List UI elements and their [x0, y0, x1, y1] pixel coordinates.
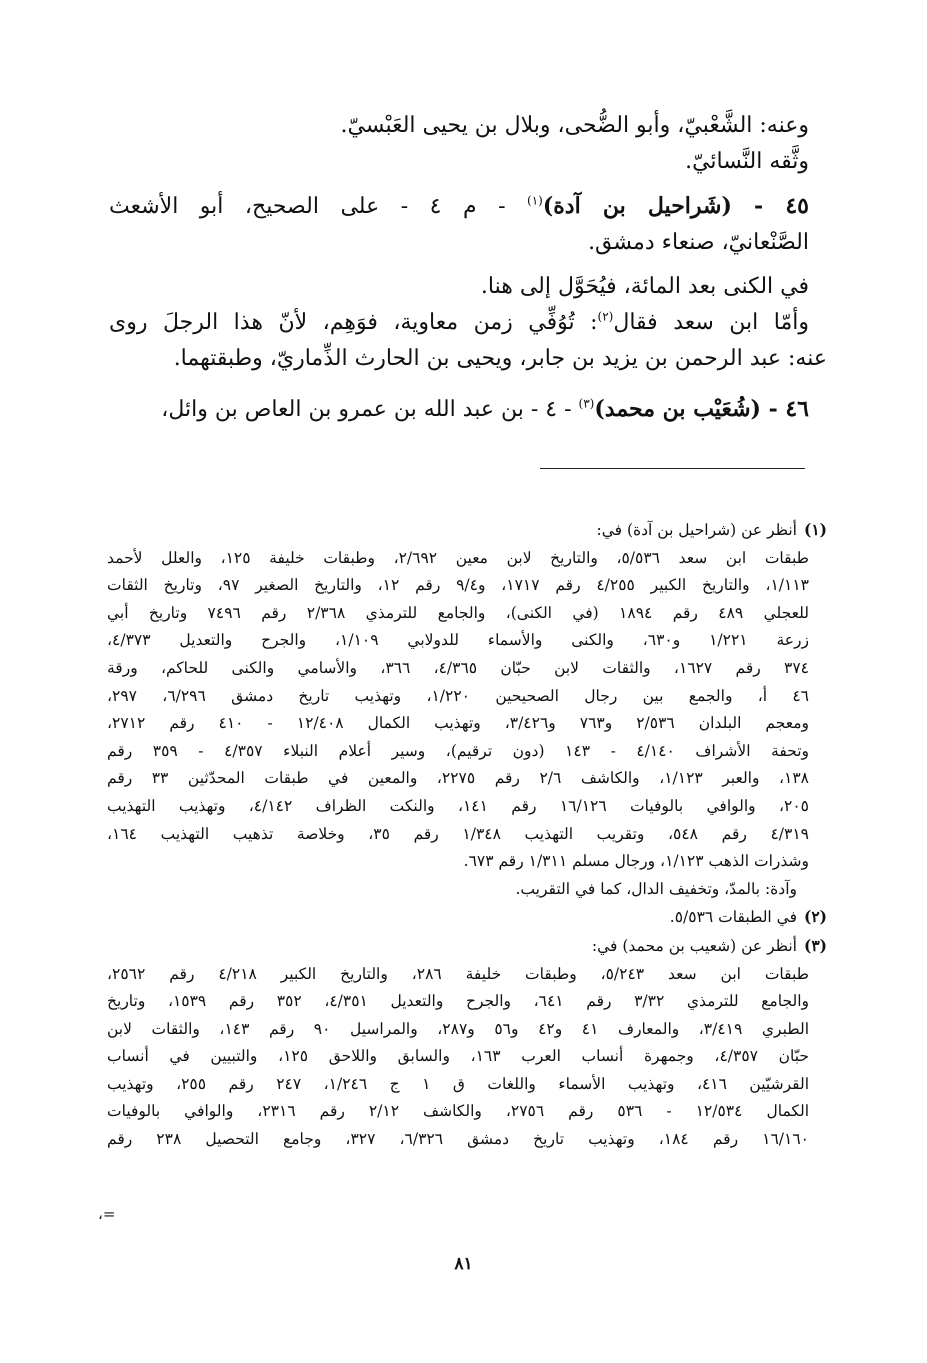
- footnote-1-mark: (١): [803, 520, 827, 539]
- footnote-2-text: في الطبقات ٥/٥٣٦.: [669, 908, 797, 927]
- footnote-ref-1: (١): [527, 193, 543, 208]
- footnote-1-head: [107, 516, 827, 545]
- entry-46-title: ٤٦ - (شُعَيْب بن محمد): [594, 396, 809, 422]
- footnote-1-line: وشذرات الذهب ١/١٢٣، ورجال مسلم ١/٣١١ رقم ٦٧٣.: [463, 852, 809, 871]
- footnote-1-line: طبقات ابن سعد ٥/٥٣٦، والتاريخ لابن معين ٢/٦٩٢، وطبقات خليفة ١٢٥، والعلل لأحمد: [107, 548, 809, 567]
- footnotes: [107, 516, 827, 1154]
- body-line-ibn-saad: [109, 305, 809, 341]
- page-number: ٨١: [454, 1254, 473, 1274]
- footnote-3-line: الطبري ٣/٤١٩، والمعارف ٤١ و٤٢ و٥٦ و٢٨٧، والمراسيل ٩٠ رقم ١٤٣، والثقات لابن: [107, 1019, 809, 1038]
- footnote-3-line: طبقات ابن سعد ٥/٢٤٣، وطبقات خليفة ٢٨٦، والتاريخ الكبير ٤/٢١٨ رقم ٢٥٦٢،: [107, 964, 809, 983]
- footnote-3-mark: (٣): [803, 935, 827, 955]
- entry-45-text: - م ٤ - على الصحيح، أبو الأشعث: [109, 194, 528, 219]
- ibn-saad-text: وأمّا ابن سعد فقال: [613, 310, 809, 335]
- footnote-ref-2: (٢): [597, 309, 614, 324]
- continuation-mark: =،: [98, 1205, 116, 1223]
- entry-45-line-1: [109, 188, 809, 225]
- ibn-saad-text-cont: : تُوُفِّي زمن معاوية، فوَهِم، لأنّ هذا الرجلَ روى: [109, 310, 598, 335]
- footnote-3-line: ١٦/١٦٠ رقم ١٨٤، وتهذيب تاريخ دمشق ٦/٣٢٦، ٣٢٧، وجامع التحصيل ٢٣٨ رقم: [107, 1130, 809, 1149]
- footnote-1-line: ومعجم البلدان ٢/٥٣٦ و٧٦٣ و٣/٤٢٦، وتهذيب الكمال ١٢/٤٠٨ - ٤١٠ رقم ٢٧١٢،: [107, 714, 809, 733]
- body-line-narrators: عنه: عبد الرحمن بن يزيد بن جابر، ويحيى بن الحارث الذِّماريّ، وطبقتهما.: [173, 346, 827, 371]
- footnote-1-line: ٤/٣١٩ رقم ٥٤٨، وتقريب التهذيب ١/٣٤٨ رقم ٣٥، وخلاصة تذهيب التهذيب ١٦٤،: [107, 824, 809, 843]
- footnote-1-tail: وآدة: بالمدّ، وتخفيف الدال، كما في التقريب.: [515, 879, 797, 898]
- footnote-1-line: زرعة ١/٢٢١ و٦٣٠، والكنى والأسماء للدولابي ١/١٠٩، والجرح والتعديل ٤/٣٧٣،: [107, 631, 809, 650]
- footnote-3-line: والجامع للترمذي ٣/٣٢ رقم ٦٤١، والجرح والتعديل ٤/٣٥١، ٣٥٢ رقم ١٥٣٩، وتاريخ: [107, 992, 809, 1011]
- footnote-separator: [540, 468, 805, 469]
- body-line-2: وثَّقه النَّسائيّ.: [685, 149, 809, 174]
- footnote-ref-3: (٣): [578, 396, 595, 411]
- entry-45-line-2: الصَّنْعانيّ، صنعاء دمشق.: [588, 230, 809, 255]
- body-line-kuna: في الكنى بعد المائة، فيُحَوَّل إلى هنا.: [480, 274, 809, 299]
- body-line-1: وعنه: الشَّعْبيّ، وأبو الضُّحى، وبلال بن يحيى العَبْسيّ.: [340, 113, 809, 138]
- entry-46-line-1: [109, 391, 809, 428]
- entry-45-title: ٤٥ - (شَراحيل بن آدة): [542, 193, 809, 219]
- footnote-3-line: القرشيّين ٤١٦، وتهذيب الأسماء واللغات ق ١ ج ١/٢٤٦، ٢٤٧ رقم ٢٥٥، وتهذيب: [107, 1074, 809, 1093]
- footnote-1-head-text: أنظر عن (شراحيل بن آدة) في:: [596, 521, 797, 539]
- footnote-1-line: للعجلي ٤٨٩ رقم ١٨٩٤ (في الكنى)، والجامع للترمذي ٢/٣٦٨ رقم ٧٤٩٦ وتاريخ أبي: [107, 603, 809, 622]
- entry-46-text: - ٤ - بن عبد الله بن عمرو بن العاص بن وائل،: [161, 397, 579, 422]
- footnote-1-line: ٤٦ أ، والجمع بين رجال الصحيحين ١/٢٢٠، وتهذيب تاريخ دمشق ٦/٢٩٦، ٢٩٧،: [107, 686, 810, 705]
- footnote-1-line: ٣٧٤ رقم ١٦٢٧، والثقات لابن حبّان ٤/٣٦٥، ٣٦٦، والأسامي والكنى للحاكم، ورقة: [107, 658, 810, 677]
- footnote-3-line: حبّان ٤/٣٥٧، وجمهرة أنساب العرب ١٦٣، والسابق واللاحق ١٢٥، والتبيين في أنساب: [107, 1047, 809, 1066]
- footnote-1-line: ١٣٨، والعبر ١/١٢٣، والكاشف ٢/٦ رقم ٢٢٧٥، والمعين في طبقات المحدّثين ٣٣ رقم: [107, 769, 809, 788]
- footnote-1-body: [107, 545, 827, 876]
- main-text: [109, 108, 827, 428]
- footnote-3-head-text: أنظر عن (شعيب بن محمد) في:: [591, 936, 797, 955]
- footnote-1-line: وتحفة الأشراف ٤/١٤٠ - ١٤٣ (دون ترقيم)، وسير أعلام النبلاء ٤/٣٥٧ - ٣٥٩ رقم: [107, 741, 809, 760]
- footnote-3-head: [107, 932, 827, 961]
- footnote-3-line: الكمال ١٢/٥٣٤ - ٥٣٦ رقم ٢٧٥٦، والكاشف ٢/١٢ رقم ٢٣١٦، والوافي بالوفيات: [107, 1102, 809, 1121]
- footnote-2: [107, 903, 827, 932]
- footnote-3-body: [107, 961, 827, 1154]
- footnote-1-line: ٢٠٥، والوافي بالوفيات ١٦/١٢٦ رقم ١٤١، والنكت الظراف ٤/١٤٢، وتهذيب التهذيب: [107, 796, 809, 815]
- footnote-1-line: ١/١١٣، والتاريخ الكبير ٤/٢٥٥ رقم ١٧١٧، و٩/٤ رقم ١٢، والتاريخ الصغير ٩٧، وتاريخ الثقات: [107, 576, 809, 595]
- footnote-2-mark: (٢): [803, 907, 827, 927]
